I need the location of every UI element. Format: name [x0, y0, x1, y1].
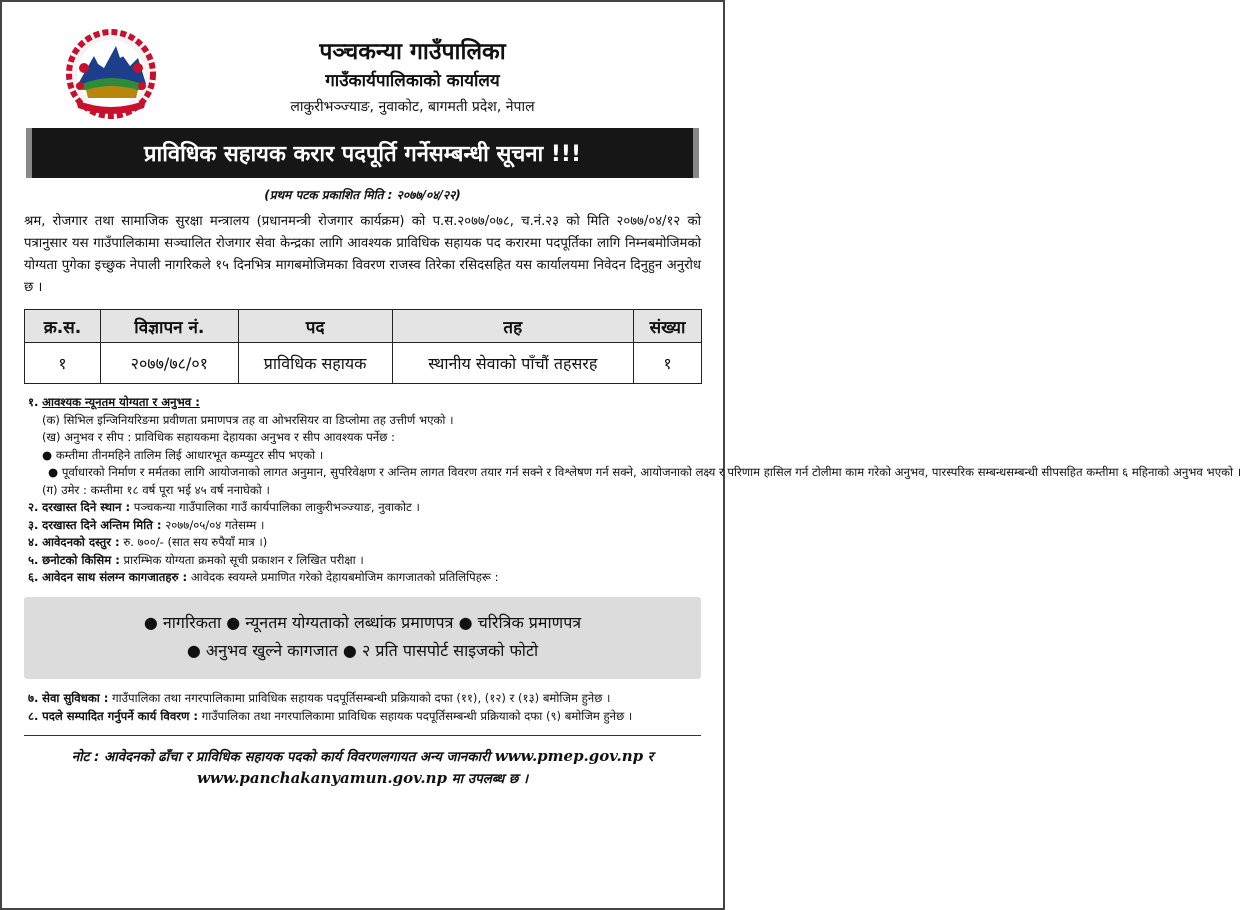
req-8-title: पदले सम्पादित गर्नुपर्ने कार्य विवरण :	[42, 708, 199, 723]
office-address: लाकुरीभञ्ज्याङ, नुवाकोट, बागमती प्रदेश, नेपाल	[290, 99, 535, 115]
pmep-link[interactable]: www.pmep.gov.np	[494, 746, 644, 765]
req-6-title: आवेदन साथ संलग्न कागजातहरु :	[42, 570, 188, 584]
req-1-title: आवश्यक न्यूनतम योग्यता र अनुभव :	[42, 395, 200, 409]
footer-note	[2, 746, 723, 790]
req-8-number: ८.	[28, 708, 39, 723]
req-1-b: (ख) अनुभव र सीप : प्राविधिक सहायकमा देहायका अनुभव र सीप आवश्यक पर्नेछ :	[42, 430, 395, 444]
req-5-title: छनोटको किसिम :	[42, 552, 120, 567]
requirements-list	[28, 394, 1241, 587]
table-header-row	[25, 310, 702, 343]
req-1-b2-item: ● पूर्वाधारको निर्माण र मर्मतका लागि आयोजनाको लागत अनुमान, सुपरिवेक्षण र अन्तिम लागत विवरण तयार गर्न सक्ने र विश्लेषण गर्न सक्ने, आयोजनाको लक्ष्य र परिणाम हासिल गर्न टोलीमा काम गरेको अनुभव, पारस्परिक सम्बन्धसम्बन्धी सीपसहित कम्तीमा ६ महिनाको अनुभव भएको ।	[48, 465, 1241, 479]
office-name: गाउँकार्यपालिकाको कार्यालय	[325, 71, 500, 91]
org-name: पञ्चकन्या गाउँपालिका	[319, 39, 506, 65]
requirement-7	[28, 689, 701, 707]
req-1-number: १.	[28, 395, 39, 409]
documents-line-2: ● अनुभव खुल्ने कागजात ● २ प्रति पासपोर्ट साइजको फोटो	[186, 640, 539, 660]
req-7-text: गाउँपालिका तथा नगरपालिकामा प्राविधिक सहायक पदपूर्तिसम्बन्धी प्रक्रियाको दफा (११), (१२) र (१३) बमोजिम हुनेछ ।	[112, 690, 611, 705]
requirement-8	[28, 707, 701, 725]
publish-date: (प्रथम पटक प्रकाशित मिति : २०७७/०४/२२)	[264, 188, 461, 202]
note-text-1: नोट : आवेदनको ढाँचा र प्राविधिक सहायक पदको कार्य विवरणलगायत अन्य जानकारी	[71, 749, 491, 765]
col-level: तह	[392, 310, 634, 343]
req-4-number: ४.	[28, 535, 39, 549]
req-8-text: गाउँपालिका तथा नगरपालिकामा प्राविधिक सहायक पदपूर्तिसम्बन्धी प्रक्रियाको दफा (९) बमोजिम हुनेछ ।	[201, 708, 633, 723]
municipality-link[interactable]: www.panchakanyamun.gov.np	[196, 768, 447, 787]
requirement-4	[28, 534, 701, 552]
req-3-title: दरखास्त दिने अन्तिम मिति :	[42, 517, 162, 532]
table-row	[25, 343, 702, 384]
note-text-3: मा उपलब्ध छ ।	[451, 771, 529, 787]
notice-title: प्राविधिक सहायक करार पदपूर्ति गर्नेसम्बन्धी सूचना !!!	[144, 142, 581, 167]
required-documents-box	[24, 597, 701, 679]
post-table	[24, 309, 702, 384]
col-serial: क्र.स.	[25, 310, 101, 343]
col-post: पद	[238, 310, 392, 343]
requirement-6	[28, 569, 701, 587]
intro-paragraph: श्रम, रोजगार तथा सामाजिक सुरक्षा मन्त्रालय (प्रधानमन्त्री रोजगार कार्यक्रम) को प.स.२०७७/०७८, च.नं.२३ को मिति २०७७/०४/१२ को पत्रानुसार यस गाउँपालिकामा सञ्चालित रोजगार सेवा केन्द्रका लागि आवश्यक प्राविधिक सहायक पद करारमा पदपूर्तिका लागि निम्नबमोजिमको योग्यता पुगेका इच्छुक नेपाली नागरिकले १५ दिनभित्र मागबमोजिमका विवरण राजस्व तिरेका रसिदसहित यस कार्यालयमा निवेदन दिनुहुन अनुरोध छ ।	[24, 214, 701, 295]
req-6-number: ६.	[28, 570, 39, 584]
documents-line-1: ● नागरिकता ● न्यूनतम योग्यताको लब्धांक प्रमाणपत्र ● चरित्रिक प्रमाणपत्र	[143, 612, 582, 632]
req-2-text: पञ्चकन्या गाउँपालिका गाउँ कार्यपालिका लाकुरीभञ्ज्याङ, नुवाकोट ।	[133, 500, 420, 514]
req-4-title: आवेदनको दस्तुर :	[42, 535, 120, 549]
req-6-text: आवेदक स्वयम्ले प्रमाणित गरेको देहायबमोजिम कागजातको प्रतिलिपिहरू :	[190, 570, 499, 584]
req-3-text: २०७७/०५/०४ गतेसम्म ।	[165, 517, 265, 532]
additional-terms	[28, 689, 701, 725]
divider	[24, 735, 701, 736]
req-1-b1-text: कम्तीमा तीनमहिने तालिम लिई आधारभूत कम्प्युटर सीप भएको ।	[55, 447, 324, 462]
req-2-title: दरखास्त दिने स्थान :	[42, 500, 131, 514]
cell-serial: १	[25, 343, 101, 384]
requirement-2	[28, 499, 701, 517]
req-7-title: सेवा सुविधका :	[42, 690, 109, 705]
notice-banner	[26, 128, 699, 178]
req-1-a: (क) सिभिल इन्जिनियरिङमा प्रवीणता प्रमाणपत्र तह वा ओभरसियर वा डिप्लोमा तह उत्तीर्ण भएको ।	[42, 412, 454, 427]
requirement-3	[28, 517, 701, 535]
cell-level: स्थानीय सेवाको पाँचौं तहसरह	[392, 343, 634, 384]
requirement-1-heading	[28, 394, 701, 412]
cell-count: १	[634, 343, 702, 384]
cell-post: प्राविधिक सहायक	[238, 343, 392, 384]
cell-advert-no: २०७७/७८/०१	[100, 343, 238, 384]
note-text-2: र	[647, 749, 654, 765]
req-1-c: (ग) उमेर : कम्तीमा १८ वर्ष पूरा भई ४५ वर्ष ननाघेको ।	[42, 482, 270, 497]
req-3-number: ३.	[28, 517, 39, 532]
note-line-1	[2, 746, 723, 768]
req-7-number: ७.	[28, 690, 39, 705]
col-advert-no: विज्ञापन नं.	[100, 310, 238, 343]
req-1-b2-text: पूर्वाधारको निर्माण र मर्मतका लागि आयोजनाको लागत अनुमान, सुपरिवेक्षण र अन्तिम लागत विवरण तयार गर्न सक्ने र विश्लेषण गर्न सक्ने, आयोजनाको लक्ष्य र परिणाम हासिल गर्न टोलीमा काम गरेको अनुभव, पारस्परिक सम्बन्धसम्बन्धी सीपसहित कम्तीमा ६ महिनाको अनुभव भएको ।	[61, 465, 1241, 479]
header	[2, 2, 723, 124]
req-1-b1-item: ● कम्तीमा तीनमहिने तालिम लिई आधारभूत कम्प्युटर सीप भएको ।	[42, 447, 324, 462]
req-4-text: रु. ७००/- (सात सय रुपैयाँ मात्र ।)	[123, 535, 268, 549]
requirement-5	[28, 552, 701, 570]
req-5-number: ५.	[28, 552, 39, 567]
req-2-number: २.	[28, 500, 39, 514]
note-line-2	[2, 768, 723, 790]
col-count: संख्या	[634, 310, 702, 343]
req-5-text: प्रारम्भिक योग्यता क्रमको सूची प्रकाशन र लिखित परीक्षा ।	[123, 552, 364, 567]
